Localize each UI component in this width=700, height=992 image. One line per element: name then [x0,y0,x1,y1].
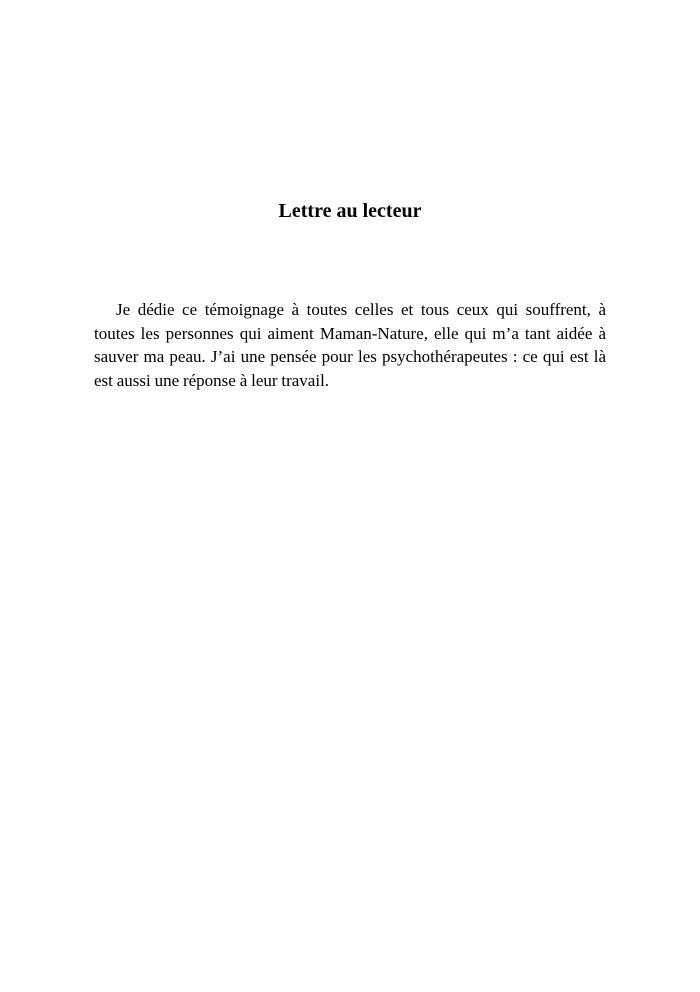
page-title: Lettre au lecteur [278,200,422,222]
dedication-paragraph: Je dédie ce témoignage à toutes celles et tous ceux qui souffrent, à toutes les personnes qui aiment Maman-Nature, elle qui m’a tant aidée à sauver ma peau. J’ai une pensée pour les psychothérapeutes : ce qui est là est aussi une réponse à leur travail. [94,300,606,390]
